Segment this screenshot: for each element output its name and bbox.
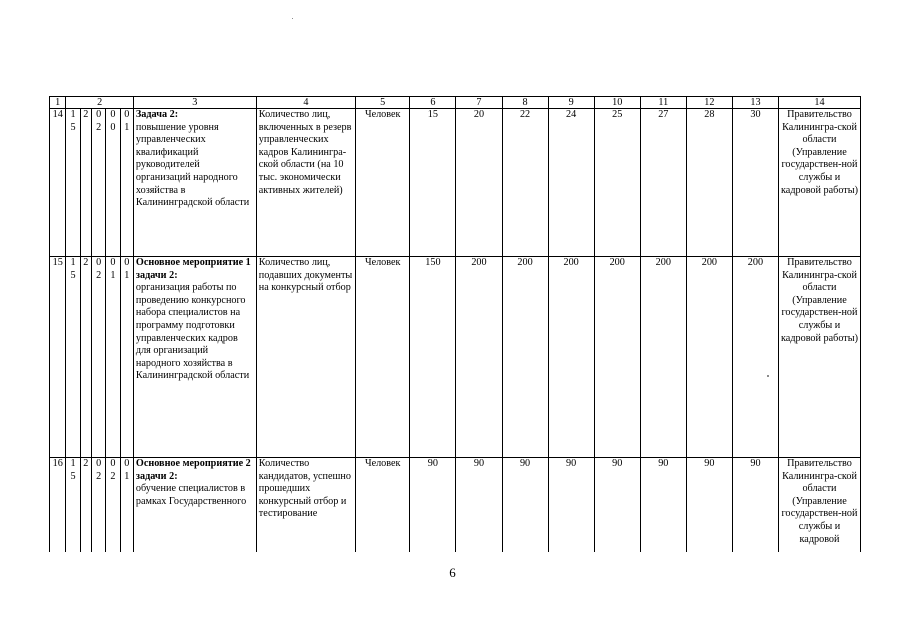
code-cell: 02 xyxy=(91,257,105,458)
value-cell: 90 xyxy=(502,458,548,553)
header-cell: 13 xyxy=(732,97,778,109)
header-cell: 7 xyxy=(456,97,502,109)
value-cell: 27 xyxy=(640,109,686,257)
responsible-cell: Правительство Калинингра-ской области (Управление государствен-ной службы и кадровой xyxy=(778,458,860,553)
responsible-cell: Правительство Калинингра-ской области (Управление государствен-ной службы и кадровой работы) xyxy=(778,257,860,458)
code-cell: 02 xyxy=(91,458,105,553)
unit-cell: Человек xyxy=(356,109,410,257)
code-cell: 2 xyxy=(80,257,91,458)
value-cell: 20 xyxy=(456,109,502,257)
task-cell xyxy=(133,109,256,257)
value-cell: 200 xyxy=(456,257,502,458)
value-cell: 90 xyxy=(548,458,594,553)
program-indicators-table xyxy=(49,96,861,552)
header-cell: 1 xyxy=(50,97,66,109)
row-number-cell: 14 xyxy=(50,109,66,257)
document-table-wrapper xyxy=(49,96,861,552)
scan-speck xyxy=(767,375,769,377)
page-number: 6 xyxy=(449,565,456,580)
indicator-cell: Количество лиц, подавших документы на конкурсный отбор xyxy=(256,257,355,458)
value-cell: 200 xyxy=(732,257,778,458)
row-number-cell: 15 xyxy=(50,257,66,458)
value-cell: 15 xyxy=(410,109,456,257)
value-cell: 25 xyxy=(594,109,640,257)
code-cell: 02 xyxy=(106,458,120,553)
value-cell: 200 xyxy=(594,257,640,458)
task-description: обучение специалистов в рамках Государственного xyxy=(135,483,247,507)
header-cell: 11 xyxy=(640,97,686,109)
task-description: повышение уровня управленческих квалификаций руководителей организаций народного хозяйства в Калининградской области xyxy=(135,121,250,209)
header-cell: 8 xyxy=(502,97,548,109)
header-cell: 5 xyxy=(356,97,410,109)
code-cell: 00 xyxy=(106,109,120,257)
code-cell: 2 xyxy=(80,458,91,553)
task-title: Основное мероприятие 1 задачи 2: xyxy=(135,257,251,281)
code-cell: 01 xyxy=(120,109,133,257)
code-cell: 15 xyxy=(66,257,80,458)
column-number-header-row xyxy=(50,97,861,109)
task-cell xyxy=(133,257,256,458)
value-cell: 200 xyxy=(686,257,732,458)
task-title: Основное мероприятие 2 задачи 2: xyxy=(135,458,251,482)
header-cell: 4 xyxy=(256,97,355,109)
code-cell: 02 xyxy=(91,109,105,257)
unit-cell: Человек xyxy=(356,458,410,553)
header-cell: 6 xyxy=(410,97,456,109)
table-row xyxy=(50,257,861,458)
indicator-cell: Количество кандидатов, успешно прошедших конкурсный отбор и тестирование xyxy=(256,458,355,553)
value-cell: 30 xyxy=(732,109,778,257)
task-description: организация работы по проведению конкурсного набора специалистов на программу подготовки управленческих кадров для организаций народного хозяйства в Калининградской области xyxy=(135,282,250,382)
value-cell: 200 xyxy=(548,257,594,458)
code-cell: 01 xyxy=(120,458,133,553)
code-cell: 01 xyxy=(120,257,133,458)
row-number-cell: 16 xyxy=(50,458,66,553)
header-cell: 10 xyxy=(594,97,640,109)
value-cell: 24 xyxy=(548,109,594,257)
value-cell: 200 xyxy=(502,257,548,458)
task-title: Задача 2: xyxy=(135,109,179,120)
responsible-cell: Правительство Калинингра-ской области (Управление государствен-ной службы и кадровой работы) xyxy=(778,109,860,257)
indicator-cell: Количество лиц, включенных в резерв управленческих кадров Калинингра-ской области (на 10 тыс. экономически активных жителей) xyxy=(256,109,355,257)
code-cell: 01 xyxy=(106,257,120,458)
header-cell: 14 xyxy=(778,97,860,109)
scan-speck xyxy=(292,18,293,19)
value-cell: 90 xyxy=(686,458,732,553)
value-cell: 90 xyxy=(410,458,456,553)
value-cell: 22 xyxy=(502,109,548,257)
code-cell: 15 xyxy=(66,458,80,553)
value-cell: 200 xyxy=(640,257,686,458)
table-row xyxy=(50,109,861,257)
code-cell: 2 xyxy=(80,109,91,257)
header-cell: 9 xyxy=(548,97,594,109)
value-cell: 90 xyxy=(594,458,640,553)
table-row xyxy=(50,458,861,553)
header-cell: 12 xyxy=(686,97,732,109)
value-cell: 90 xyxy=(732,458,778,553)
unit-cell: Человек xyxy=(356,257,410,458)
code-cell: 15 xyxy=(66,109,80,257)
task-cell xyxy=(133,458,256,553)
value-cell: 28 xyxy=(686,109,732,257)
header-cell: 3 xyxy=(133,97,256,109)
value-cell: 90 xyxy=(640,458,686,553)
value-cell: 150 xyxy=(410,257,456,458)
header-cell: 2 xyxy=(66,97,134,109)
value-cell: 90 xyxy=(456,458,502,553)
